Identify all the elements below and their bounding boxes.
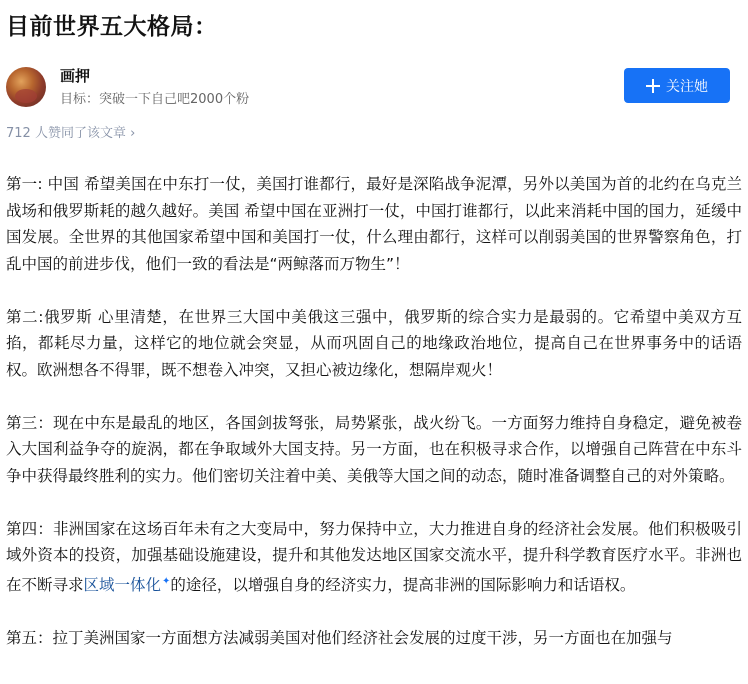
regional-integration-link[interactable] — [84, 576, 171, 594]
author-bio: 目标：突破一下自己吧2000个粉 — [60, 92, 250, 107]
author-card — [6, 65, 742, 109]
author-avatar[interactable] — [6, 67, 46, 107]
article-title: 目前世界五大格局： — [6, 14, 218, 40]
paragraph-4-text-after: 的途径，以增强自身的经济实力，提高非洲的国际影响力和话语权。 — [170, 575, 636, 594]
sparkle-icon: ✦ — [162, 575, 171, 587]
author-name[interactable]: 画押 — [60, 67, 91, 85]
paragraph-2: 第二:俄罗斯 心里清楚，在世界三大国中美俄这三强中，俄罗斯的综合实力是最弱的。它希望中美双方互掐，都耗尽力量，这样它的地位就会突显，从而巩固自己的地缘政治地位，提高自己在世界事务中的话语权。欧洲想各不得罪，既不想卷入冲突，又担心被边缘化，想隔岸观火！ — [6, 307, 742, 379]
paragraph-5: 第五：拉丁美洲国家一方面想方法减弱美国对他们经济社会发展的过度干涉，另一方面也在加强与 — [6, 628, 673, 647]
likes-count-link[interactable]: 712 人赞同了该文章 › — [6, 126, 136, 141]
paragraph-1: 第一: 中国 希望美国在中东打一仗，美国打谁都行，最好是深陷战争泥潭，另外以美国为首的北约在乌克兰战场和俄罗斯耗的越久越好。美国 希望中国在亚洲打一仗，中国打谁都行，以此来消耗中国的国力，延缓中国发展。全世界的其他国家希望中国和美国打一仗，什么理由都行，这样可以削弱美国的世界警察角色，打乱中国的前进步伐，他们一致的看法是“两鲸落而万物生”！ — [6, 175, 742, 273]
article-content — [6, 171, 742, 678]
paragraph-3: 第三：现在中东是最乱的地区，各国剑拔弩张，局势紧张，战火纷飞。一方面努力维持自身稳定，避免被卷入大国利益争夺的旋涡，都在争取域外大国支持。另一方面，也在积极寻求合作，以增强自己阵营在中东斗争中获得最终胜利的实力。他们密切关注着中美、美俄等大国之间的动态，随时准备调整自己的对外策略。 — [6, 413, 742, 485]
regional-integration-link-text: 区域一体化 — [83, 575, 162, 594]
follow-button-label: 关注她 — [666, 78, 708, 95]
follow-button[interactable] — [624, 68, 730, 103]
paragraph-4-text-before: 第四：非洲国家在这场百年未有之大变局中，努力保持中立，大力推进自身的经济社会发展。他们积极吸引域外资本的投资，加强基础设施建设，提升和其他发达地区国家交流水平，提升科学教育医疗水平。非洲也在不断寻求 — [6, 519, 742, 594]
plus-icon — [646, 79, 660, 93]
paragraph-4 — [6, 516, 742, 599]
